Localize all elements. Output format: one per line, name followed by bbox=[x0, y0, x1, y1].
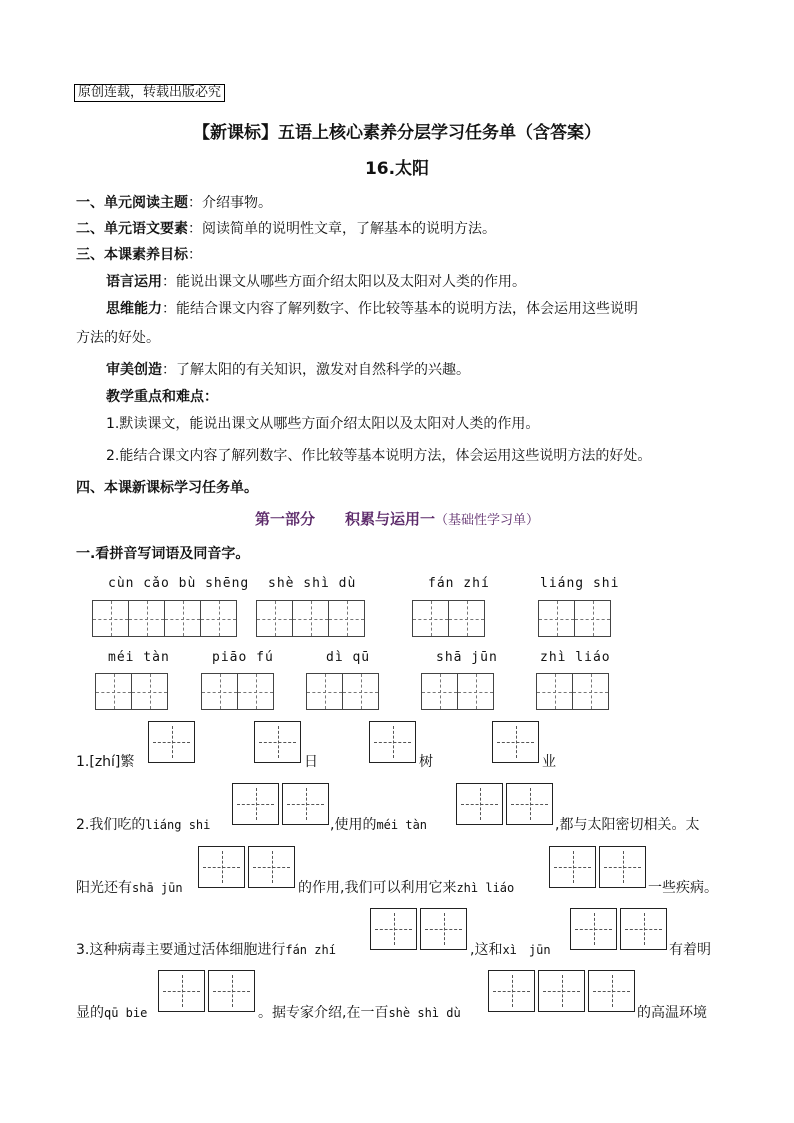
answer-box[interactable] bbox=[588, 970, 635, 1012]
pinyin-label: zhì liáo bbox=[540, 650, 611, 665]
pinyin-label: shā jūn bbox=[436, 650, 498, 665]
goal-aesthetic: 审美创造：了解太阳的有关知识，激发对自然科学的兴趣。 bbox=[106, 362, 470, 378]
answer-box[interactable] bbox=[599, 846, 646, 888]
part-heading: 第一部分 积累与运用一（基础性学习单） bbox=[254, 510, 540, 528]
answer-grid-2[interactable] bbox=[201, 673, 273, 710]
key-point-2: 2.能结合课文内容了解列数字、作比较等基本说明方法，体会运用这些说明方法的好处。 bbox=[106, 448, 652, 464]
answer-box[interactable] bbox=[456, 783, 503, 825]
q2-line-1c: ,都与太阳密切相关。太 bbox=[555, 817, 700, 833]
answer-grid-4[interactable] bbox=[92, 600, 236, 637]
answer-grid-2[interactable] bbox=[412, 600, 484, 637]
answer-grid-2[interactable] bbox=[95, 673, 167, 710]
copyright-stamp: 原创连载，转载出版必究 bbox=[74, 84, 225, 102]
q3-line-2c: 的高温环境 bbox=[637, 1005, 707, 1021]
q2-line-2: 阳光还有shā jūn bbox=[76, 880, 183, 896]
q2-line-2b: 的作用,我们可以利用它来zhì liáo bbox=[298, 880, 515, 896]
answer-box[interactable] bbox=[148, 721, 195, 763]
q3-line-1c: 有着明 bbox=[669, 942, 711, 958]
pinyin-label: liáng shi bbox=[540, 576, 620, 591]
q1-prefix: 1.[zhí]繁 bbox=[76, 754, 135, 770]
answer-box[interactable] bbox=[208, 970, 255, 1012]
answer-box[interactable] bbox=[254, 721, 301, 763]
answer-grid-2[interactable] bbox=[538, 600, 610, 637]
answer-box[interactable] bbox=[282, 783, 329, 825]
answer-grid-2[interactable] bbox=[306, 673, 378, 710]
section-2: 二、单元语文要素：阅读简单的说明性文章，了解基本的说明方法。 bbox=[76, 221, 496, 237]
answer-box[interactable] bbox=[248, 846, 295, 888]
q1-shu: 树 bbox=[419, 754, 433, 770]
q3-line-1b: ,这和xì jūn bbox=[470, 942, 551, 958]
answer-box[interactable] bbox=[420, 908, 467, 950]
answer-box[interactable] bbox=[506, 783, 553, 825]
q1-ri: 日 bbox=[304, 754, 318, 770]
answer-box[interactable] bbox=[369, 721, 416, 763]
pinyin-label: fán zhí bbox=[428, 576, 490, 591]
answer-box[interactable] bbox=[488, 970, 535, 1012]
page-title: 【新课标】五语上核心素养分层学习任务单（含答案） bbox=[193, 123, 601, 143]
answer-box[interactable] bbox=[198, 846, 245, 888]
pinyin-label: cùn cǎo bù shēng bbox=[108, 576, 250, 591]
q3-line-2b: 。据专家介绍,在一百shè shì dù bbox=[258, 1005, 461, 1021]
q2-line-1: 2.我们吃的liáng shi bbox=[76, 817, 211, 833]
section-4: 四、本课新课标学习任务单。 bbox=[76, 480, 258, 496]
pinyin-label: dì qū bbox=[326, 650, 371, 665]
answer-box[interactable] bbox=[370, 908, 417, 950]
pinyin-label: méi tàn bbox=[108, 650, 170, 665]
answer-box[interactable] bbox=[158, 970, 205, 1012]
q1-ye: 业 bbox=[542, 754, 556, 770]
answer-box[interactable] bbox=[232, 783, 279, 825]
lesson-title: 16.太阳 bbox=[364, 159, 430, 179]
answer-box[interactable] bbox=[620, 908, 667, 950]
goal-thinking-cont: 方法的好处。 bbox=[76, 330, 160, 346]
pinyin-label: piāo fú bbox=[212, 650, 274, 665]
goal-thinking: 思维能力：能结合课文内容了解列数字、作比较等基本的说明方法，体会运用这些说明 bbox=[106, 301, 638, 317]
answer-grid-3[interactable] bbox=[256, 600, 364, 637]
answer-box[interactable] bbox=[570, 908, 617, 950]
q2-line-1b: ,使用的méi tàn bbox=[330, 817, 428, 833]
key-points-label: 教学重点和难点： bbox=[106, 389, 218, 405]
q2-line-2c: 一些疾病。 bbox=[648, 880, 718, 896]
answer-box[interactable] bbox=[492, 721, 539, 763]
answer-grid-2[interactable] bbox=[421, 673, 493, 710]
section-1: 一、单元阅读主题：介绍事物。 bbox=[76, 195, 272, 211]
question-1-heading: 一.看拼音写词语及同音字。 bbox=[76, 546, 250, 562]
key-point-1: 1.默读课文，能说出课文从哪些方面介绍太阳以及太阳对人类的作用。 bbox=[106, 416, 540, 432]
goal-language: 语言运用：能说出课文从哪些方面介绍太阳以及太阳对人类的作用。 bbox=[106, 274, 526, 290]
answer-box[interactable] bbox=[549, 846, 596, 888]
pinyin-label: shè shì dù bbox=[268, 576, 357, 591]
answer-box[interactable] bbox=[538, 970, 585, 1012]
section-3: 三、本课素养目标： bbox=[76, 247, 202, 263]
answer-grid-2[interactable] bbox=[536, 673, 608, 710]
q3-line-2: 显的qū bie bbox=[76, 1005, 148, 1021]
q3-line-1: 3.这种病毒主要通过活体细胞进行fán zhí bbox=[76, 942, 336, 958]
